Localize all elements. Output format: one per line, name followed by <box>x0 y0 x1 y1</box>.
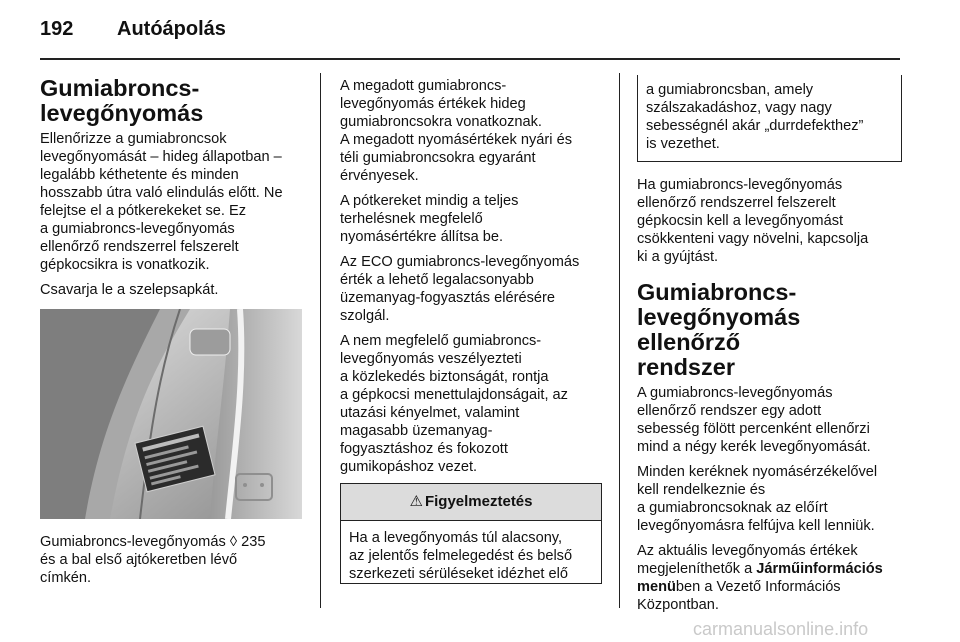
intro-paragraph: Ellenőrizze a gumiabroncsok levegőnyomását – hideg állapotban – legalább kéthetente és minden hosszabb útra való elindulás előtt. Ne felejtse el a pótkerekeket se. Ez a gumiabroncs-levegőnyomás ellenőrző rendszerrel felszerelt gépkocsikra is vonatkozik. <box>40 131 283 273</box>
page-reference[interactable]: 235 <box>241 534 266 550</box>
door-frame-illustration <box>40 309 302 519</box>
paragraph: A nem megfelelő gumiabroncs- levegőnyomás veszélyezteti a közlekedés biztonságát, rontja a gépkocsi menettulajdonságait, az utazási kényelmet, valamint magasabb üzemanyag- fogyasztáshoz és fokozott gumikopáshoz vezet. <box>340 333 568 475</box>
column-2 <box>340 77 602 584</box>
paragraph: Ha gumiabroncs-levegőnyomás ellenőrző rendszerrel felszerelt gépkocsin kell a levegőnyomást csökkenteni vagy növelni, kapcsolja ki a gyújtást. <box>637 177 869 265</box>
warning-box <box>340 483 602 584</box>
paragraph: A gumiabroncs-levegőnyomás ellenőrző rendszer egy adott sebesség fölött percenként ellenőrzi mind a négy kerék levegőnyomását. <box>637 385 871 455</box>
section-heading: Gumiabroncs- levegőnyomás <box>40 75 204 126</box>
paragraph: Az ECO gumiabroncs-levegőnyomás érték a lehető legalacsonyabb üzemanyag-fogyasztás elérésére szolgál. <box>340 254 580 324</box>
warning-title: Figyelmeztetés <box>424 493 533 510</box>
watermark: carmanualsonline.info <box>693 619 869 639</box>
paragraph: A pótkereket mindig a teljes terhelésnek megfelelő nyomásértékre állítsa be. <box>340 193 519 245</box>
header-rule <box>40 58 900 60</box>
instruction-paragraph: Csavarja le a szelepsapkát. <box>40 282 219 298</box>
menu-name: menü <box>637 579 676 595</box>
paragraph: Az aktuális levegőnyomás értékek megjeleníthetők a Járműinformációs menüben a Vezető Információs Központban. <box>637 543 883 613</box>
reference-arrow-icon: ◊ <box>229 534 238 550</box>
warning-body: Ha a levegőnyomás túl alacsony, az jelentős felmelegedést és belső szerkezeti sérüléseket idézhet elő <box>349 530 573 582</box>
column-divider <box>320 73 321 608</box>
door-frame-label-photo <box>40 309 302 519</box>
warning-header <box>341 484 601 521</box>
warning-triangle-icon: ⚠ <box>409 493 423 510</box>
section-title: Autóápolás <box>117 18 226 40</box>
paragraph: A megadott gumiabroncs- levegőnyomás értékek hideg gumiabroncsokra vonatkoznak. A megadott nyomásértékek nyári és téli gumiabroncsokra egyaránt érvényesek. <box>340 78 572 184</box>
photo-caption: Gumiabroncs-levegőnyomás ◊ 235 és a bal első ajtókeretben lévő címkén. <box>40 534 266 586</box>
column-divider <box>619 73 620 608</box>
column-1 <box>40 76 308 594</box>
warning-continuation-box: a gumiabroncsban, amely szálszakadáshoz, vagy nagy sebességnél akár „durrdefekthez” is vezethet. <box>637 75 902 162</box>
section-heading: Gumiabroncs- levegőnyomás ellenőrző rendszer <box>637 279 801 380</box>
menu-name: Járműinformációs <box>756 561 883 577</box>
page-number: 192 <box>40 18 74 40</box>
paragraph: Minden keréknek nyomásérzékelővel kell rendelkeznie és a gumiabroncsoknak az előírt levegőnyomásra felfújva kell lenniük. <box>637 464 878 534</box>
column-3 <box>637 75 902 621</box>
